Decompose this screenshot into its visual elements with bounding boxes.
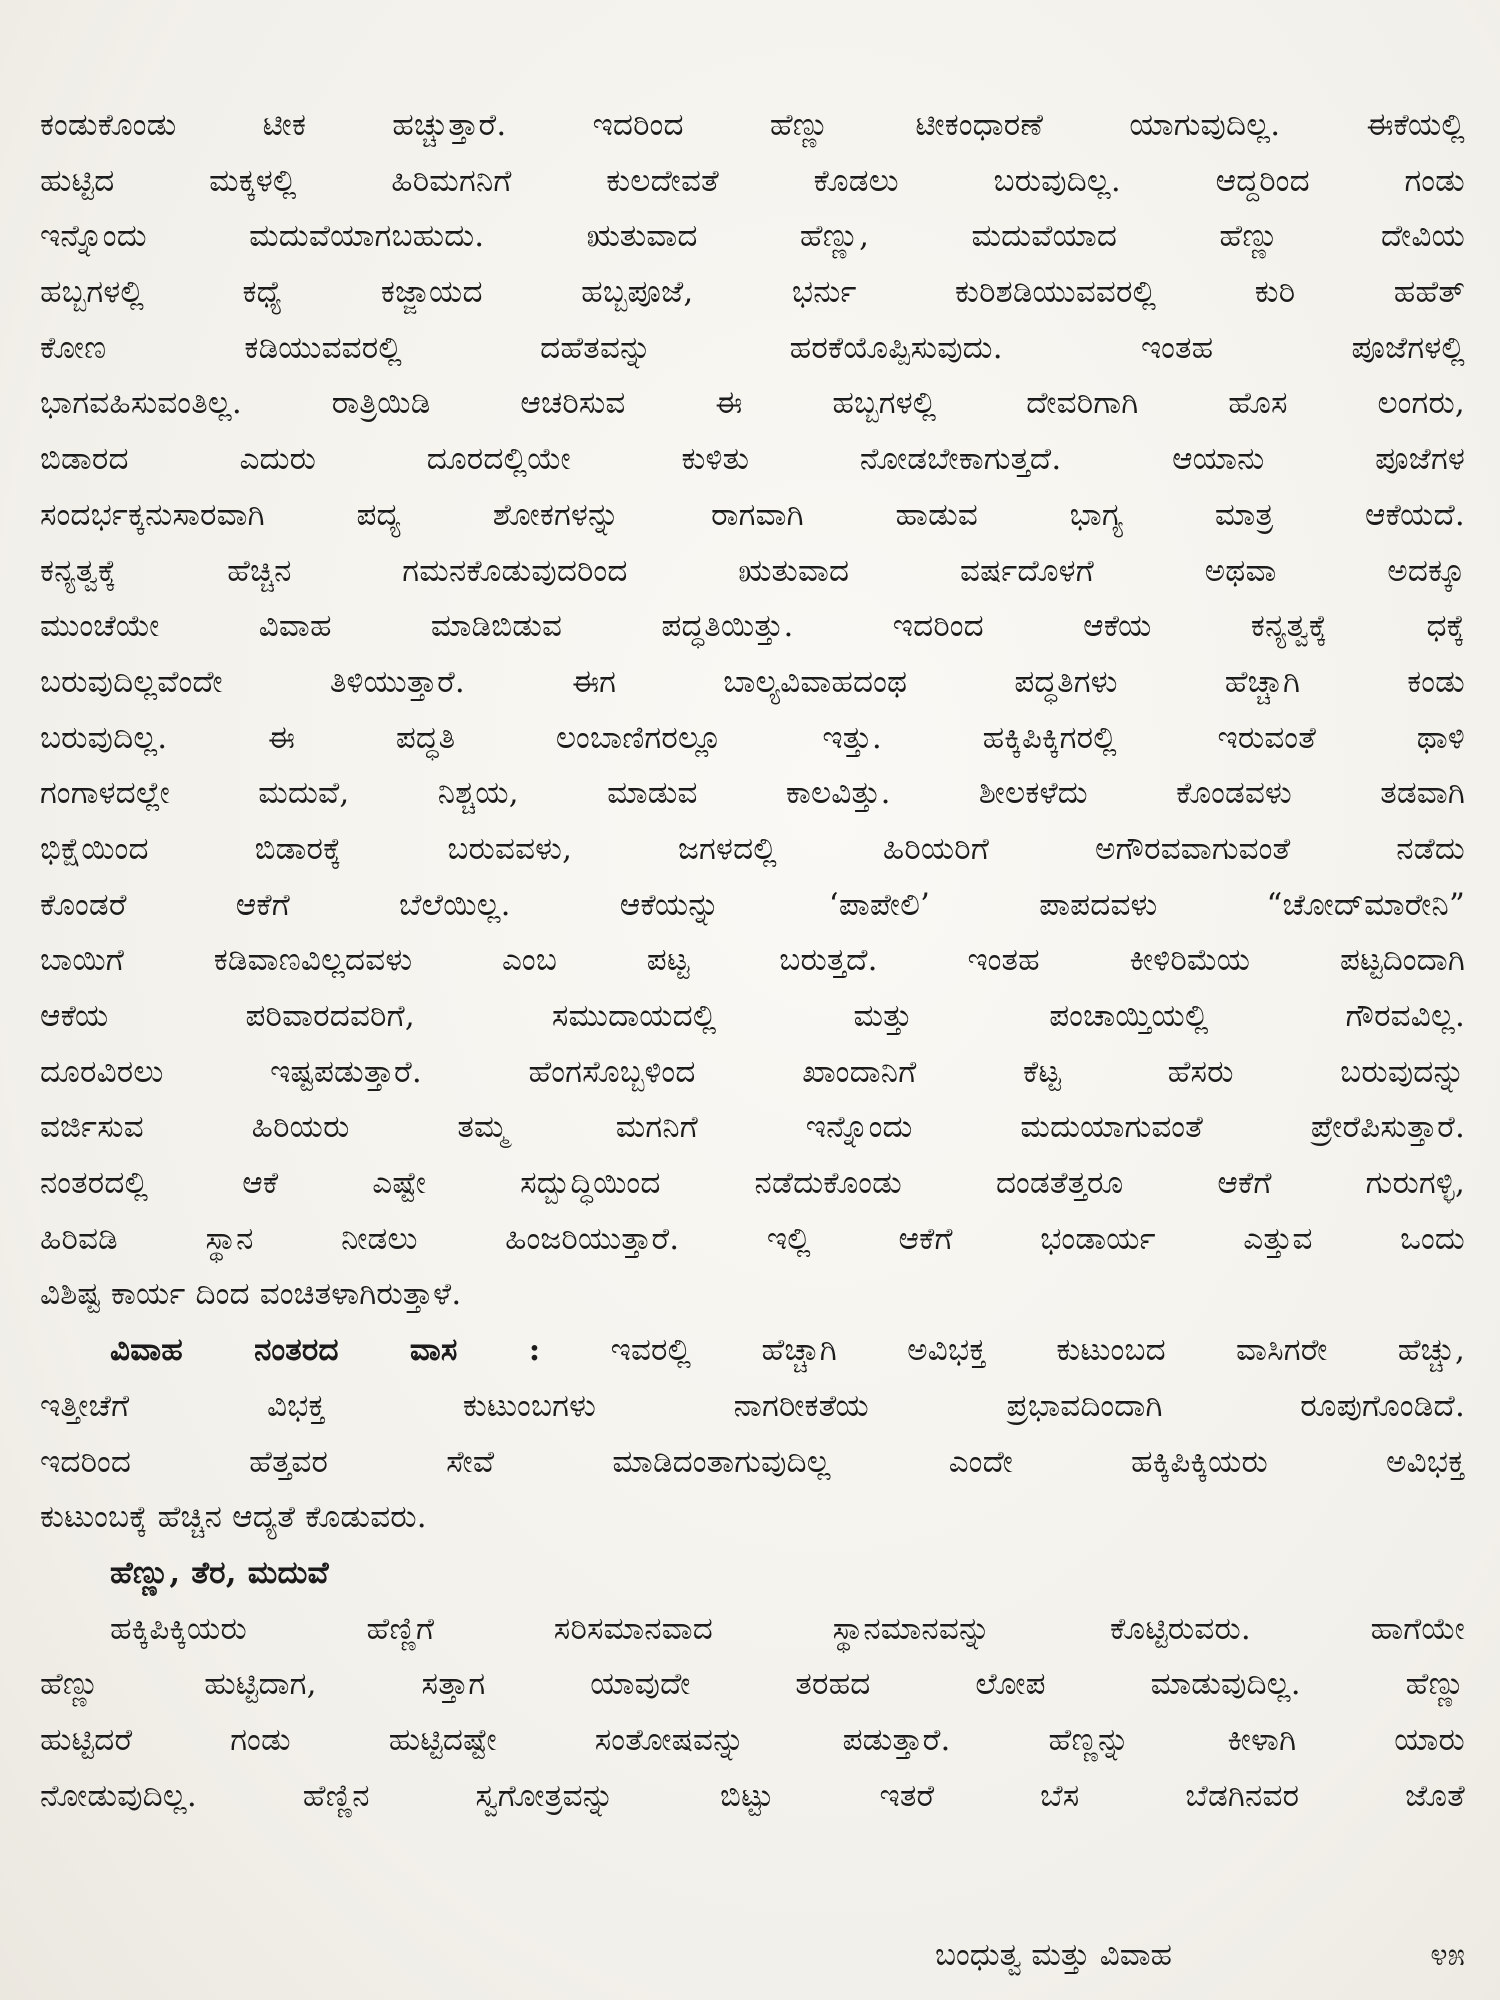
text-line: ಇದರಿಂದ ಹೆತ್ತವರ ಸೇವೆ ಮಾಡಿದಂತಾಗುವುದಿಲ್ಲ ಎಂದೇ ಹಕ್ಕಿಪಿಕ್ಕಿಯರು ಅವಿಭಕ್ತ	[40, 1443, 1465, 1480]
text-line: ವಿಶಿಷ್ಟ ಕಾರ್ಯ ದಿಂದ ವಂಚಿತಳಾಗಿರುತ್ತಾಳೆ.	[40, 1276, 462, 1313]
subheading-residence-after-marriage: ವಿವಾಹ ನಂತರದ ವಾಸ :	[110, 1332, 541, 1369]
text-line: ಕೋಣ ಕಡಿಯುವವರಲ್ಲಿ ದಹೆತವನ್ನು ಹರಕೆಯೊಪ್ಪಿಸುವುದು. ಇಂತಹ ಪೂಜೆಗಳಲ್ಲಿ	[40, 329, 1465, 366]
marriage-section-first-line	[40, 1323, 1465, 1379]
page-footer	[935, 1932, 1465, 1978]
text-line: ನಂತರದಲ್ಲಿ ಆಕೆ ಎಷ್ಟೇ ಸದ್ಬುದ್ಧಿಯಿಂದ ನಡೆದುಕೊಂಡು ದಂಡತೆತ್ತರೂ ಆಕೆಗೆ ಗುರುಗಳ್ಳಿ,	[40, 1165, 1465, 1202]
text-line: ಗಂಗಾಳದಲ್ಲೇ ಮದುವೆ, ನಿಶ್ಚಯ, ಮಾಡುವ ಕಾಲವಿತ್ತು. ಶೀಲಕಳೆದು ಕೊಂಡವಳು ತಡವಾಗಿ	[40, 775, 1465, 812]
text-line: ಬಿಡಾರದ ಎದುರು ದೂರದಲ್ಲಿಯೇ ಕುಳಿತು ನೋಡಬೇಕಾಗುತ್ತದೆ. ಆಯಾನು ಪೂಜೆಗಳ	[40, 441, 1465, 478]
text-line: ಭಿಕ್ಷೆಯಿಂದ ಬಿಡಾರಕ್ಕೆ ಬರುವವಳು, ಜಗಳದಲ್ಲಿ ಹಿರಿಯರಿಗೆ ಅಗೌರವವಾಗುವಂತೆ ನಡೆದು	[40, 830, 1465, 867]
text-line: ಮುಂಚೆಯೇ ವಿವಾಹ ಮಾಡಿಬಿಡುವ ಪದ್ಧತಿಯಿತ್ತು. ಇದರಿಂದ ಆಕೆಯ ಕನ್ಯತ್ವಕ್ಕೆ ಧಕ್ಕೆ	[40, 608, 1465, 645]
text-line: ಕುಟುಂಬಕ್ಕೆ ಹೆಚ್ಚಿನ ಆದ್ಯತೆ ಕೊಡುವರು.	[40, 1499, 427, 1536]
running-title: ಬಂಧುತ್ವ ಮತ್ತು ವಿವಾಹ	[935, 1937, 1173, 1973]
text-line: ಬರುವುದಿಲ್ಲ. ಈ ಪದ್ಧತಿ ಲಂಬಾಣಿಗರಲ್ಲೂ ಇತ್ತು. ಹಕ್ಕಿಪಿಕ್ಕಿಗರಲ್ಲಿ ಇರುವಂತೆ ಥಾಳಿ	[40, 719, 1465, 756]
text-line: ಇನ್ನೊಂದು ಮದುವೆಯಾಗಬಹುದು. ಋತುವಾದ ಹೆಣ್ಣು, ಮದುವೆಯಾದ ಹೆಣ್ಣು ದೇವಿಯ	[40, 218, 1465, 255]
text-line: ಹೆಣ್ಣು ಹುಟ್ಟಿದಾಗ, ಸತ್ತಾಗ ಯಾವುದೇ ತರಹದ ಲೋಪ ಮಾಡುವುದಿಲ್ಲ. ಹೆಣ್ಣು	[40, 1666, 1465, 1703]
text-line: ಸಂದರ್ಭಕ್ಕನುಸಾರವಾಗಿ ಪದ್ಯ ಶೋಕಗಳನ್ನು ರಾಗವಾಗಿ ಹಾಡುವ ಭಾಗ್ಯ ಮಾತ್ರ ಆಕೆಯದೆ.	[40, 496, 1465, 533]
text-line: ಬರುವುದಿಲ್ಲವೆಂದೇ ತಿಳಿಯುತ್ತಾರೆ. ಈಗ ಬಾಲ್ಯವಿವಾಹದಂಥ ಪದ್ಧತಿಗಳು ಹೆಚ್ಚಾಗಿ ಕಂಡು	[40, 663, 1465, 700]
text-line: ಕೊಂಡರೆ ಆಕೆಗೆ ಬೆಲೆಯಿಲ್ಲ. ಆಕೆಯನ್ನು ‘ಪಾಪೇಲಿ’ ಪಾಪದವಳು “ಚೋದ್‌ಮಾರೇನಿ”	[40, 886, 1465, 923]
section-heading: ಹೆಣ್ಣು, ತೆರ, ಮದುವೆ	[110, 1554, 329, 1591]
text-line: ಇತ್ತೀಚೆಗೆ ವಿಭಕ್ತ ಕುಟುಂಬಗಳು ನಾಗರೀಕತೆಯ ಪ್ರಭಾವದಿಂದಾಗಿ ರೂಪುಗೊಂಡಿದೆ.	[40, 1387, 1465, 1424]
body-text	[40, 98, 1465, 1824]
text-line: ನೋಡುವುದಿಲ್ಲ. ಹೆಣ್ಣಿನ ಸ್ವಗೋತ್ರವನ್ನು ಬಿಟ್ಟು ಇತರೆ ಬೆಸ ಬೆಡಗಿನವರ ಜೊತೆ	[40, 1777, 1465, 1814]
text-line: ಹಬ್ಬಗಳಲ್ಲಿ ಕಧ್ಯೆ ಕಜ್ಜಾಯದ ಹಬ್ಬಪೂಜೆ, ಭರ್ನು ಕುರಿಶಡಿಯುವವರಲ್ಲಿ ಕುರಿ ಹಹೆತ್	[40, 274, 1465, 311]
text-line: ಹುಟ್ಟಿದರೆ ಗಂಡು ಹುಟ್ಟಿದಷ್ಟೇ ಸಂತೋಷವನ್ನು ಪಡುತ್ತಾರೆ. ಹೆಣ್ಣನ್ನು ಕೀಳಾಗಿ ಯಾರು	[40, 1721, 1465, 1758]
text-line: ಕಂಡುಕೊಂಡು ಟೀಕ ಹಚ್ಚುತ್ತಾರೆ. ಇದರಿಂದ ಹೆಣ್ಣು ಟೀಕಂಧಾರಣೆ ಯಾಗುವುದಿಲ್ಲ. ಈಕೆಯಲ್ಲಿ	[40, 107, 1465, 143]
inline-text: ಇವರಲ್ಲಿ ಹೆಚ್ಚಾಗಿ ಅವಿಭಕ್ತ ಕುಟುಂಬದ ವಾಸಿಗರೇ ಹೆಚ್ಚು,	[540, 1332, 1465, 1369]
text-line: ವರ್ಜಿಸುವ ಹಿರಿಯರು ತಮ್ಮ ಮಗನಿಗೆ ಇನ್ನೊಂದು ಮದುಯಾಗುವಂತೆ ಪ್ರೇರೆಪಿಸುತ್ತಾರೆ.	[40, 1109, 1465, 1146]
page-number: ೪೫	[1430, 1937, 1465, 1973]
text-line: ಹಕ್ಕಿಪಿಕ್ಕಿಯರು ಹೆಣ್ಣಿಗೆ ಸರಿಸಮಾನವಾದ ಸ್ಥಾನಮಾನವನ್ನು ಕೊಟ್ಟಿರುವರು. ಹಾಗೆಯೇ	[110, 1610, 1465, 1647]
text-line: ಕನ್ಯತ್ವಕ್ಕೆ ಹೆಚ್ಚಿನ ಗಮನಕೊಡುವುದರಿಂದ ಋತುವಾದ ವರ್ಷದೊಳಗೆ ಅಥವಾ ಅದಕ್ಕೂ	[40, 552, 1465, 589]
text-line: ಭಾಗವಹಿಸುವಂತಿಲ್ಲ. ರಾತ್ರಿಯಿಡಿ ಆಚರಿಸುವ ಈ ಹಬ್ಬಗಳಲ್ಲಿ ದೇವರಿಗಾಗಿ ಹೊಸ ಲಂಗರು,	[40, 385, 1465, 422]
text-line: ಆಕೆಯ ಪರಿವಾರದವರಿಗೆ, ಸಮುದಾಯದಲ್ಲಿ ಮತ್ತು ಪಂಚಾಯ್ತಿಯಲ್ಲಿ ಗೌರವವಿಲ್ಲ.	[40, 998, 1465, 1034]
text-line: ಹುಟ್ಟಿದ ಮಕ್ಕಳಲ್ಲಿ ಹಿರಿಮಗನಿಗೆ ಕುಲದೇವತೆ ಕೊಡಲು ಬರುವುದಿಲ್ಲ. ಆದ್ದರಿಂದ ಗಂಡು	[40, 162, 1465, 199]
text-line: ದೂರವಿರಲು ಇಷ್ಟಪಡುತ್ತಾರೆ. ಹೆಂಗಸೊಬ್ಬಳಿಂದ ಖಾಂದಾನಿಗೆ ಕೆಟ್ಟ ಹೆಸರು ಬರುವುದನ್ನು	[40, 1053, 1465, 1090]
text-line: ಹಿರಿವಡಿ ಸ್ಥಾನ ನೀಡಲು ಹಿಂಜರಿಯುತ್ತಾರೆ. ಇಲ್ಲಿ ಆಕೆಗೆ ಭಂಡಾರ್ಯ ಎತ್ತುವ ಒಂದು	[40, 1220, 1465, 1257]
text-line: ಬಾಯಿಗೆ ಕಡಿವಾಣವಿಲ್ಲದವಳು ಎಂಬ ಪಟ್ಟ ಬರುತ್ತದೆ. ಇಂತಹ ಕೀಳಿರಿಮೆಯ ಪಟ್ಟದಿಂದಾಗಿ	[40, 942, 1465, 979]
